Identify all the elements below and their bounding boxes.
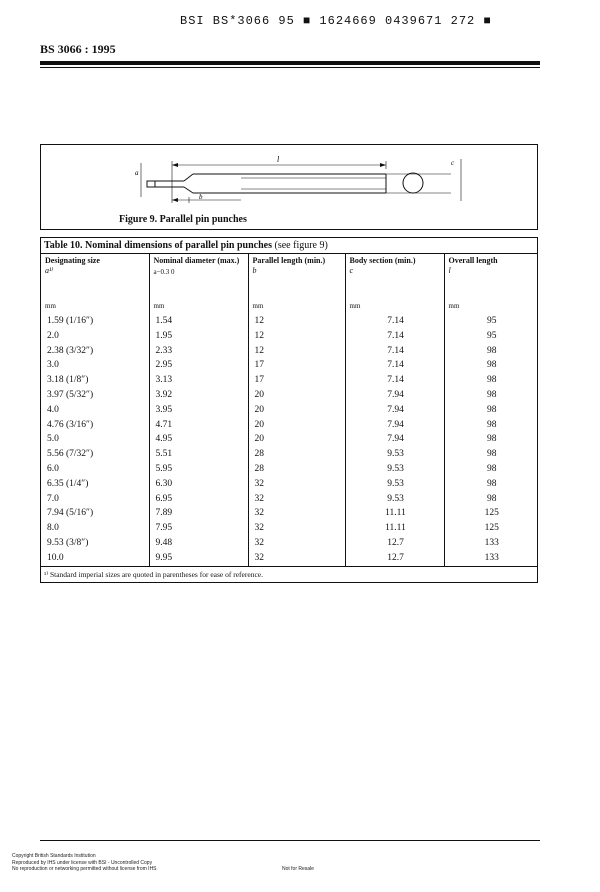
table-cell: 125 xyxy=(444,521,537,536)
table-cell: 17 xyxy=(248,358,345,373)
table-row xyxy=(41,551,537,566)
table-cell: 9.53 xyxy=(345,477,444,492)
table-cell: 3.95 xyxy=(149,403,248,418)
col-header-overall-length: Overall length l xyxy=(444,254,537,302)
table-row xyxy=(41,314,537,329)
copyright-line: Copyright British Standards Institution xyxy=(12,853,96,859)
document-id: BS 3066 : 1995 xyxy=(40,42,116,56)
table-cell: 133 xyxy=(444,551,537,566)
table-cell: 2.38 (3/32″) xyxy=(47,345,94,356)
table-row xyxy=(41,477,537,492)
table-cell: 7.14 xyxy=(345,314,444,329)
table-cell: 3.0 xyxy=(47,360,59,371)
table-cell: 6.95 xyxy=(149,492,248,507)
table-cell: 7.14 xyxy=(345,329,444,344)
dim-label-c: c xyxy=(451,159,455,167)
table-cell: 2.33 xyxy=(149,344,248,359)
table-cell: 5.51 xyxy=(149,447,248,462)
table-cell: 9.53 xyxy=(345,462,444,477)
table-cell: 20 xyxy=(248,432,345,447)
table-title xyxy=(41,238,537,254)
table-cell: 32 xyxy=(248,506,345,521)
table-cell: 11.11 xyxy=(345,506,444,521)
table-cell: 98 xyxy=(444,447,537,462)
table-cell: 6.0 xyxy=(47,463,59,474)
table-cell: 12.7 xyxy=(345,536,444,551)
table-row xyxy=(41,344,537,359)
table-cell: 28 xyxy=(248,447,345,462)
parallel-pin-punch-diagram xyxy=(41,145,539,231)
table-cell: 3.13 xyxy=(149,373,248,388)
col-header-parallel-length: Parallel length (min.) b xyxy=(248,254,345,302)
table-row xyxy=(41,492,537,507)
col-header-body-section: Body section (min.) c xyxy=(345,254,444,302)
table-cell: 32 xyxy=(248,477,345,492)
table-cell: 98 xyxy=(444,388,537,403)
table-cell: 98 xyxy=(444,432,537,447)
not-for-resale-notice: Not for Resale xyxy=(282,866,314,872)
table-10 xyxy=(40,237,538,583)
dim-label-l: l xyxy=(277,155,280,164)
header-rule-thick xyxy=(40,61,540,65)
table-title-bold: Table 10. Nominal dimensions of parallel pin punches xyxy=(44,240,273,251)
table-cell: 2.0 xyxy=(47,330,59,341)
table-cell: 32 xyxy=(248,492,345,507)
table-cell: 12 xyxy=(248,329,345,344)
barcode-reference-line: BSI BS*3066 95 ■ 1624669 0439671 272 ■ xyxy=(180,14,492,28)
unit-cell: mm xyxy=(149,302,248,314)
table-cell: 17 xyxy=(248,373,345,388)
table-row xyxy=(41,432,537,447)
table-cell: 32 xyxy=(248,551,345,566)
punch-tip-shape xyxy=(147,181,155,187)
table-cell: 98 xyxy=(444,492,537,507)
dim-label-a: a xyxy=(135,169,139,177)
table-cell: 3.92 xyxy=(149,388,248,403)
unit-cell: mm xyxy=(45,302,56,310)
table-cell: 7.94 xyxy=(345,432,444,447)
table-cell: 4.71 xyxy=(149,418,248,433)
table-cell: 98 xyxy=(444,403,537,418)
table-cell: 12.7 xyxy=(345,551,444,566)
table-cell: 7.89 xyxy=(149,506,248,521)
table-cell: 20 xyxy=(248,388,345,403)
table-cell: 20 xyxy=(248,403,345,418)
table-cell: 32 xyxy=(248,536,345,551)
table-cell: 4.0 xyxy=(47,404,59,415)
dimensions-table xyxy=(41,254,537,566)
table-cell: 32 xyxy=(248,521,345,536)
table-cell: 7.14 xyxy=(345,358,444,373)
table-row xyxy=(41,447,537,462)
table-cell: 12 xyxy=(248,344,345,359)
table-title-rest: (see figure 9) xyxy=(272,240,328,251)
table-header-row xyxy=(41,254,537,302)
table-cell: 7.94 xyxy=(345,403,444,418)
table-footnote: ¹⁾ Standard imperial sizes are quoted in parentheses for ease of reference. xyxy=(41,566,537,582)
unit-cell: mm xyxy=(248,302,345,314)
table-cell: 20 xyxy=(248,418,345,433)
table-cell: 28 xyxy=(248,462,345,477)
dim-label-b: b xyxy=(199,193,203,201)
table-cell: 1.59 (1/16″) xyxy=(47,316,94,326)
table-cell: 7.94 (5/16″) xyxy=(47,508,94,519)
table-cell: 10.0 xyxy=(47,552,64,563)
copyright-line: Reproduced by IHS under license with BSI - Uncontrolled Copy xyxy=(12,859,153,866)
table-cell: 9.48 xyxy=(149,536,248,551)
table-cell: 5.56 (7/32″) xyxy=(47,449,94,460)
col-header-nominal-diameter: Nominal diameter (max.) a−0.3 0 xyxy=(149,254,248,302)
table-cell: 9.95 xyxy=(149,551,248,566)
table-cell: 12 xyxy=(248,314,345,329)
table-cell: 5.0 xyxy=(47,434,59,445)
table-row xyxy=(41,388,537,403)
table-cell: 7.94 xyxy=(345,388,444,403)
table-cell: 9.53 (3/8″) xyxy=(47,537,89,548)
table-cell: 11.11 xyxy=(345,521,444,536)
table-row xyxy=(41,536,537,551)
table-cell: 7.0 xyxy=(47,493,59,504)
table-cell: 3.97 (5/32″) xyxy=(47,389,94,400)
table-cell: 4.76 (3/16″) xyxy=(47,419,94,430)
table-cell: 98 xyxy=(444,373,537,388)
units-row xyxy=(41,302,537,314)
footer-rule xyxy=(40,840,540,841)
unit-cell: mm xyxy=(444,302,537,314)
table-cell: 98 xyxy=(444,477,537,492)
table-cell: 1.95 xyxy=(149,329,248,344)
table-cell: 9.53 xyxy=(345,447,444,462)
punch-head-circle xyxy=(403,173,423,193)
table-cell: 7.94 xyxy=(345,418,444,433)
table-cell: 95 xyxy=(444,314,537,329)
table-cell: 6.30 xyxy=(149,477,248,492)
table-cell: 6.35 (1/4″) xyxy=(47,478,89,489)
table-cell: 7.14 xyxy=(345,344,444,359)
col-header-designating-size: Designating size a¹⁾ xyxy=(45,256,100,275)
table-row xyxy=(41,358,537,373)
table-cell: 95 xyxy=(444,329,537,344)
table-cell: 125 xyxy=(444,506,537,521)
table-cell: 4.95 xyxy=(149,432,248,447)
table-row xyxy=(41,506,537,521)
table-cell: 133 xyxy=(444,536,537,551)
figure-caption: Figure 9. Parallel pin punches xyxy=(119,214,247,225)
copyright-notice xyxy=(12,853,157,873)
table-cell: 98 xyxy=(444,358,537,373)
table-cell: 9.53 xyxy=(345,492,444,507)
table-row xyxy=(41,403,537,418)
table-cell: 8.0 xyxy=(47,523,59,534)
figure-9-box xyxy=(40,144,538,230)
table-cell: 7.95 xyxy=(149,521,248,536)
table-cell: 5.95 xyxy=(149,462,248,477)
table-row xyxy=(41,329,537,344)
unit-cell: mm xyxy=(345,302,444,314)
table-cell: 98 xyxy=(444,344,537,359)
table-cell: 1.54 xyxy=(149,314,248,329)
table-row xyxy=(41,521,537,536)
table-cell: 98 xyxy=(444,418,537,433)
table-cell: 3.18 (1/8″) xyxy=(47,375,89,386)
table-row xyxy=(41,373,537,388)
copyright-line: No reproduction or networking permitted without license from IHS xyxy=(12,866,157,872)
table-row xyxy=(41,418,537,433)
table-cell: 2.95 xyxy=(149,358,248,373)
header-rule-thin xyxy=(40,67,540,68)
table-row xyxy=(41,462,537,477)
table-cell: 7.14 xyxy=(345,373,444,388)
table-cell: 98 xyxy=(444,462,537,477)
